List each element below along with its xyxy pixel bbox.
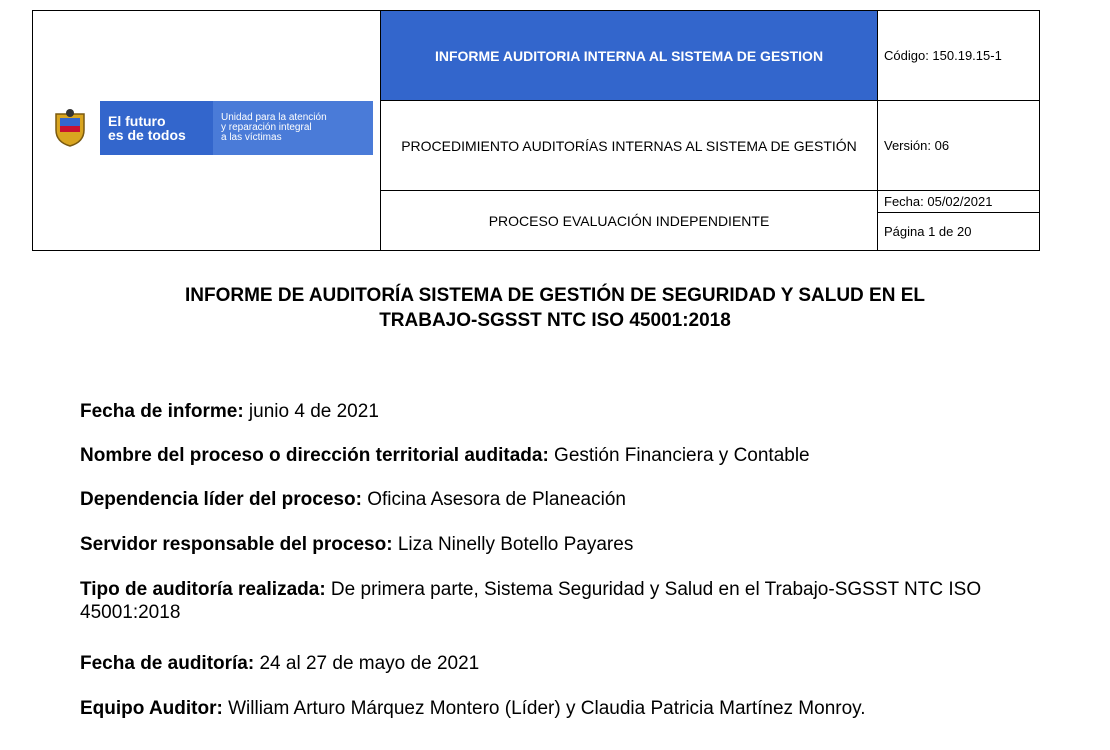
field-process-name	[80, 444, 1020, 467]
field-audit-type	[80, 578, 1020, 624]
field-audit-team	[80, 697, 1020, 720]
field-value: Liza Ninelly Botello Payares	[392, 534, 634, 555]
field-value: Gestión Financiera y Contable	[548, 445, 810, 466]
entity-name-block	[213, 101, 373, 155]
slogan-block	[100, 101, 213, 155]
field-label: Tipo de auditoría realizada:	[80, 579, 326, 600]
logo-cell	[33, 11, 381, 250]
header-date: Fecha: 05/02/2021	[878, 191, 1039, 213]
slogan-line-1: El futuro	[108, 113, 166, 129]
header-process: PROCESO EVALUACIÓN INDEPENDIENTE	[381, 191, 878, 250]
report-title-line-1: INFORME DE AUDITORÍA SISTEMA DE GESTIÓN DE SEGURIDAD Y SALUD EN EL	[184, 285, 926, 306]
report-title	[60, 283, 1050, 333]
report-title-line-2: TRABAJO-SGSST NTC ISO 45001:2018	[379, 310, 731, 331]
field-value: 24 al 27 de mayo de 2021	[254, 653, 480, 674]
field-label: Dependencia líder del proceso:	[80, 489, 362, 510]
field-label: Servidor responsable del proceso:	[80, 534, 393, 555]
field-label: Fecha de informe:	[80, 401, 244, 422]
header-title: INFORME AUDITORIA INTERNA AL SISTEMA DE GESTION	[381, 11, 878, 101]
header-code: Código: 150.19.15-1	[878, 11, 1039, 101]
document-header-table	[32, 10, 1040, 251]
institution-logo-banner	[40, 101, 373, 155]
header-page-number: Página 1 de 20	[884, 224, 972, 239]
entity-line-2: y reparación integral	[221, 122, 312, 133]
entity-line-3: a las víctimas	[221, 132, 282, 143]
slogan-line-2: es de todos	[108, 127, 186, 143]
field-responsible	[80, 533, 1020, 556]
field-audit-date	[80, 652, 1020, 675]
field-value: De primera parte, Sistema Seguridad y Salud en el Trabajo-SGSST NTC ISO 45001:2018	[80, 579, 982, 623]
field-lead-dependency	[80, 488, 1020, 511]
entity-line-1: Unidad para la atención	[221, 112, 327, 123]
field-label: Nombre del proceso o dirección territorial auditada:	[80, 445, 549, 466]
field-value: William Arturo Márquez Montero (Líder) y Claudia Patricia Martínez Monroy.	[222, 698, 866, 719]
field-value: junio 4 de 2021	[243, 401, 379, 422]
header-version: Versión: 06	[878, 101, 1039, 191]
field-report-date	[80, 400, 1020, 423]
field-value: Oficina Asesora de Planeación	[361, 489, 626, 510]
field-label: Fecha de auditoría:	[80, 653, 255, 674]
field-label: Equipo Auditor:	[80, 698, 223, 719]
header-procedure: PROCEDIMIENTO AUDITORÍAS INTERNAS AL SISTEMA DE GESTIÓN	[381, 101, 878, 191]
coat-of-arms-icon	[40, 101, 100, 155]
